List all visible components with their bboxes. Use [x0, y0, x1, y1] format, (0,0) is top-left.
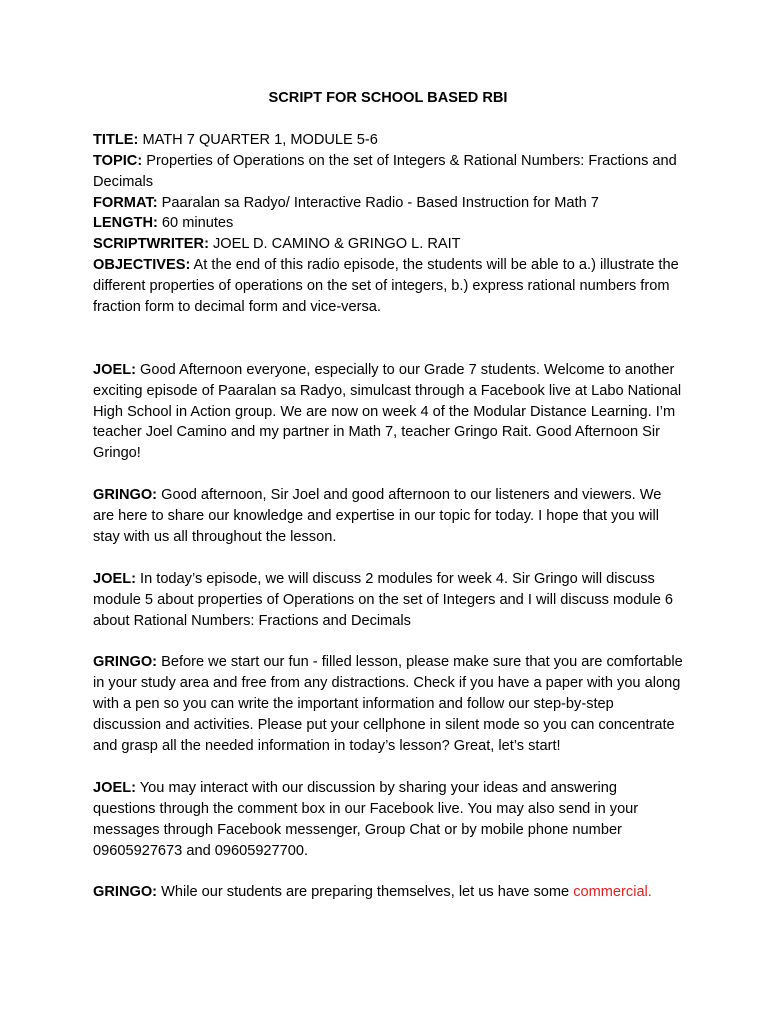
dialogue-paragraph — [93, 569, 683, 632]
script-metadata — [93, 130, 683, 318]
speaker-label: GRINGO: — [93, 654, 158, 671]
meta-label: FORMAT: — [93, 194, 158, 211]
dialogue-paragraph — [93, 485, 683, 548]
meta-label: SCRIPTWRITER: — [93, 236, 209, 253]
speaker-label: JOEL: — [93, 570, 136, 587]
meta-value: JOEL D. CAMINO & GRINGO L. RAIT — [208, 236, 461, 253]
meta-scriptwriter — [93, 234, 683, 255]
dialogue-text: In today’s episode, we will discuss 2 modules for week 4. Sir Gringo will discuss module 5 about properties of Operations on the set of Integers and I will discuss module 6 about Rational Numbers: Fractions and Decimals — [93, 570, 674, 629]
meta-length — [93, 213, 683, 234]
meta-format — [93, 193, 683, 214]
dialogue-text: While our students are preparing themselves, let us have some — [157, 884, 574, 901]
speaker-label: JOEL: — [93, 361, 136, 378]
meta-label: TITLE: — [93, 131, 139, 148]
meta-objectives — [93, 255, 683, 318]
meta-value: At the end of this radio episode, the students will be able to a.) illustrate the different properties of operations on the set of integers, b.) express rational numbers from fraction form to decimal form and vice-versa. — [93, 257, 679, 316]
dialogue-text: Good afternoon, Sir Joel and good afternoon to our listeners and viewers. We are here to share our knowledge and expertise in our topic for today. I hope that you will stay with us all throughout the lesson. — [93, 487, 662, 545]
meta-value: Paaralan sa Radyo/ Interactive Radio - Based Instruction for Math 7 — [157, 194, 599, 211]
commercial-highlight: commercial. — [573, 884, 652, 901]
dialogue-paragraph — [93, 360, 683, 465]
speaker-label: GRINGO: — [93, 487, 158, 504]
dialogue-text: Before we start our fun - filled lesson, please make sure that you are comfortable in your study area and free from any distractions. Check if you have a paper with you along with a pen so you can write the important information and follow our step-by-step discussion and activities. Please put your cellphone in silent mode so you can concentrate and grasp all the needed information in today’s lesson? Great, let’s start! — [93, 654, 683, 755]
meta-label: TOPIC: — [93, 152, 143, 169]
meta-value: Properties of Operations on the set of Integers & Rational Numbers: Fractions and Decimals — [93, 152, 677, 190]
meta-value: 60 minutes — [157, 215, 234, 232]
speaker-label: GRINGO: — [93, 884, 158, 901]
dialogue-text: You may interact with our discussion by sharing your ideas and answering questions through the comment box in our Facebook live. You may also send in your messages through Facebook messenger, Group Chat or by mobile phone number 09605927673 and 09605927700. — [93, 779, 639, 859]
dialogue-paragraph — [93, 652, 683, 757]
document-title: SCRIPT FOR SCHOOL BASED RBI — [268, 90, 508, 106]
meta-label: LENGTH: — [93, 215, 158, 232]
document-page — [93, 88, 683, 924]
dialogue-paragraph — [93, 882, 683, 903]
meta-label: OBJECTIVES: — [93, 257, 191, 274]
dialogue-paragraph — [93, 778, 683, 862]
speaker-label: JOEL: — [93, 779, 136, 796]
meta-topic — [93, 151, 683, 193]
meta-title — [93, 130, 683, 151]
dialogue-text: Good Afternoon everyone, especially to our Grade 7 students. Welcome to another exciting episode of Paaralan sa Radyo, simulcast through a Facebook live at Labo National High School in Action group. We are now on week 4 of the Modular Distance Learning. I’m teacher Joel Camino and my partner in Math 7, teacher Gringo Rait. Good Afternoon Sir Gringo! — [93, 361, 682, 462]
meta-value: MATH 7 QUARTER 1, MODULE 5-6 — [138, 131, 378, 148]
